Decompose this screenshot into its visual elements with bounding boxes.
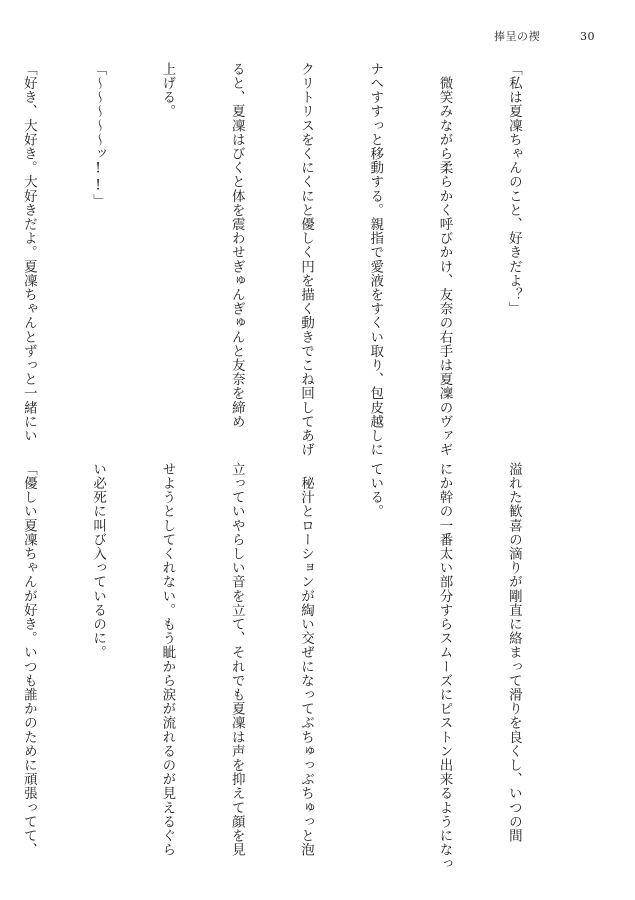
running-header	[494, 28, 595, 44]
text-line: 「好き、大好き。大好きだよ。夏凜ちゃんとずっと一緒にい	[20, 62, 37, 443]
text-line: クリトリスをくにくにと優しく円を描く動きでこね回してあげ	[297, 62, 314, 457]
page-number: 30	[580, 30, 595, 43]
text-line: 「私は夏凜ちゃんのこと、好きだよ？」	[505, 62, 522, 316]
text-line: ると、夏凜はびくと体を震わせぎゅんぎゅんと友奈を締め	[228, 62, 245, 429]
text-line: 上げる。	[159, 62, 176, 119]
text-line: 立っていやらしい音を立て、それでも夏凜は声を抑えて顔を見	[228, 462, 245, 857]
text-line: ナへすすっと移動する。親指で愛液をすくい取り、包皮越しに	[367, 62, 384, 457]
chapter-title: 捧呈の禊	[494, 30, 540, 43]
text-line: 秘汁とローションが綯い交ぜになってぶちゅっぶちゅっと泡	[297, 462, 314, 857]
text-line: せようとしてくれない。もう眦から涙が流れるのが見えるぐら	[159, 462, 176, 857]
upper-text-block	[20, 62, 571, 457]
text-line: い必死に叫び入っているのに。	[90, 462, 107, 660]
text-line: 「優しい夏凜ちゃんが好き。いつも誰かのために頑張ってて、	[20, 462, 37, 857]
text-line: 「～～～～～ッ!!」	[90, 62, 107, 208]
text-line: にか幹の一番太い部分すらスムーズにピストン出来るようになっ	[436, 462, 453, 871]
lower-text-block	[20, 462, 571, 871]
text-line: 溢れた歓喜の滴りが剛直に絡まって滑りを良くし、いつの間	[505, 462, 522, 843]
text-line: 微笑みながら柔らかく呼びかけ、友奈の右手は夏凜のヴァギ	[436, 62, 453, 457]
text-line: ている。	[367, 462, 384, 519]
